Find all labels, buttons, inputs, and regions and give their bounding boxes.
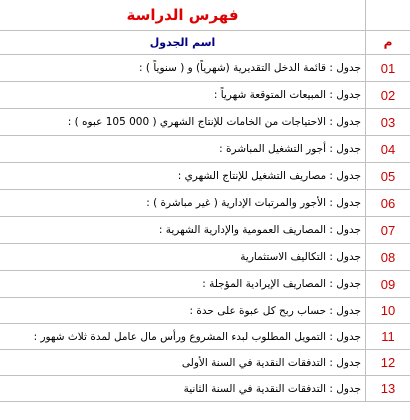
table-number-cell[interactable] (366, 55, 410, 81)
table-number-text: 01 (380, 60, 396, 76)
table-number-cell[interactable] (366, 109, 410, 135)
table-name-text: جدول : المصاريف العمومية والإدارية الشهرية : (158, 224, 361, 236)
table-row (0, 376, 410, 402)
table-name-cell[interactable] (0, 190, 366, 216)
table-name-text: جدول : المصاريف الإيرادية المؤجلة : (202, 278, 361, 290)
table-row (0, 271, 410, 298)
table-name-cell[interactable] (0, 217, 366, 243)
table-name-text: جدول : الأجور والمرتبات الإدارية ( غير مباشرة ) : (146, 197, 361, 209)
table-header-row (0, 30, 410, 55)
table-number-cell[interactable] (366, 244, 410, 270)
table-name-cell[interactable] (0, 109, 366, 135)
table-name-header: اسم الجدول (149, 35, 216, 49)
table-name-text: جدول : أجور التشغيل المباشرة : (219, 143, 361, 155)
table-number-text: 13 (380, 381, 396, 396)
table-name-cell[interactable] (0, 55, 366, 81)
table-row (0, 217, 410, 244)
table-name-cell[interactable] (0, 136, 366, 162)
table-name-cell[interactable] (0, 244, 366, 270)
table-number-text: 11 (381, 329, 395, 344)
table-number-cell[interactable] (366, 350, 410, 375)
table-number-text: 10 (380, 303, 396, 318)
table-name-text: جدول : التدفقات النقدية في السنة الثانية (183, 382, 361, 395)
number-header: م (383, 35, 393, 49)
table-row (0, 109, 410, 136)
table-name-text: جدول : مصاريف التشغيل للإنتاج الشهري : (177, 170, 361, 182)
study-index-title: فهرس الدراسة (126, 6, 239, 24)
table-number-cell[interactable] (366, 163, 410, 189)
table-name-cell[interactable] (0, 298, 366, 323)
table-name-text: جدول : المبيعات المتوقعة شهرياً : (213, 89, 361, 101)
table-name-text: جدول : حساب ربح كل عبوة على حدة : (189, 304, 361, 317)
table-number-cell[interactable] (366, 298, 410, 323)
table-name-cell[interactable] (0, 163, 366, 189)
table-name-text: جدول : التمويل المطلوب لبدء المشروع ورأس مال عامل لمدة ثلاث شهور : (33, 330, 361, 343)
table-name-text: جدول : التكاليف الاستثمارية (240, 251, 361, 263)
table-number-cell[interactable] (366, 271, 410, 297)
table-row (0, 55, 410, 82)
table-row (0, 82, 410, 109)
table-number-cell[interactable] (366, 136, 410, 162)
table-name-cell[interactable] (0, 271, 366, 297)
table-row (0, 163, 410, 190)
table-number-text: 06 (380, 195, 396, 211)
table-name-cell[interactable] (0, 376, 366, 401)
table-name-cell[interactable] (0, 350, 366, 375)
table-number-text: 05 (380, 168, 396, 184)
number-header-cell[interactable] (366, 30, 410, 54)
table-name-cell[interactable] (0, 82, 366, 108)
table-row (0, 136, 410, 163)
table-row (0, 298, 410, 324)
table-row (0, 244, 410, 271)
table-number-text: 12 (380, 355, 396, 370)
table-number-cell[interactable] (366, 217, 410, 243)
table-name-text: جدول : قائمة الدخل التقديرية (شهرياً) و ( سنوياً ) : (139, 62, 361, 74)
table-rows (0, 55, 410, 402)
table-number-text: 03 (380, 114, 396, 130)
table-row (0, 190, 410, 217)
table-row (0, 350, 410, 376)
table-row (0, 324, 410, 350)
table-number-text: 09 (380, 276, 396, 292)
table-name-cell[interactable] (0, 324, 366, 349)
table-number-text: 07 (380, 222, 396, 238)
table-number-cell[interactable] (366, 190, 410, 216)
title-row (0, 0, 410, 31)
table-number-text: 04 (380, 141, 396, 157)
study-index-title-cell[interactable] (0, 0, 366, 30)
table-name-text: جدول : التدفقات النقدية في السنة الأولى (181, 356, 361, 369)
table-name-header-cell[interactable] (0, 30, 366, 54)
table-number-cell[interactable] (366, 82, 410, 108)
table-number-text: 08 (380, 249, 396, 265)
table-name-text: جدول : الاحتياجات من الخامات للإنتاج الشهري ( 000 105 عبوه ) : (67, 116, 361, 128)
table-number-text: 02 (380, 87, 396, 103)
table-number-cell[interactable] (366, 376, 410, 401)
table-number-cell[interactable] (366, 324, 410, 349)
